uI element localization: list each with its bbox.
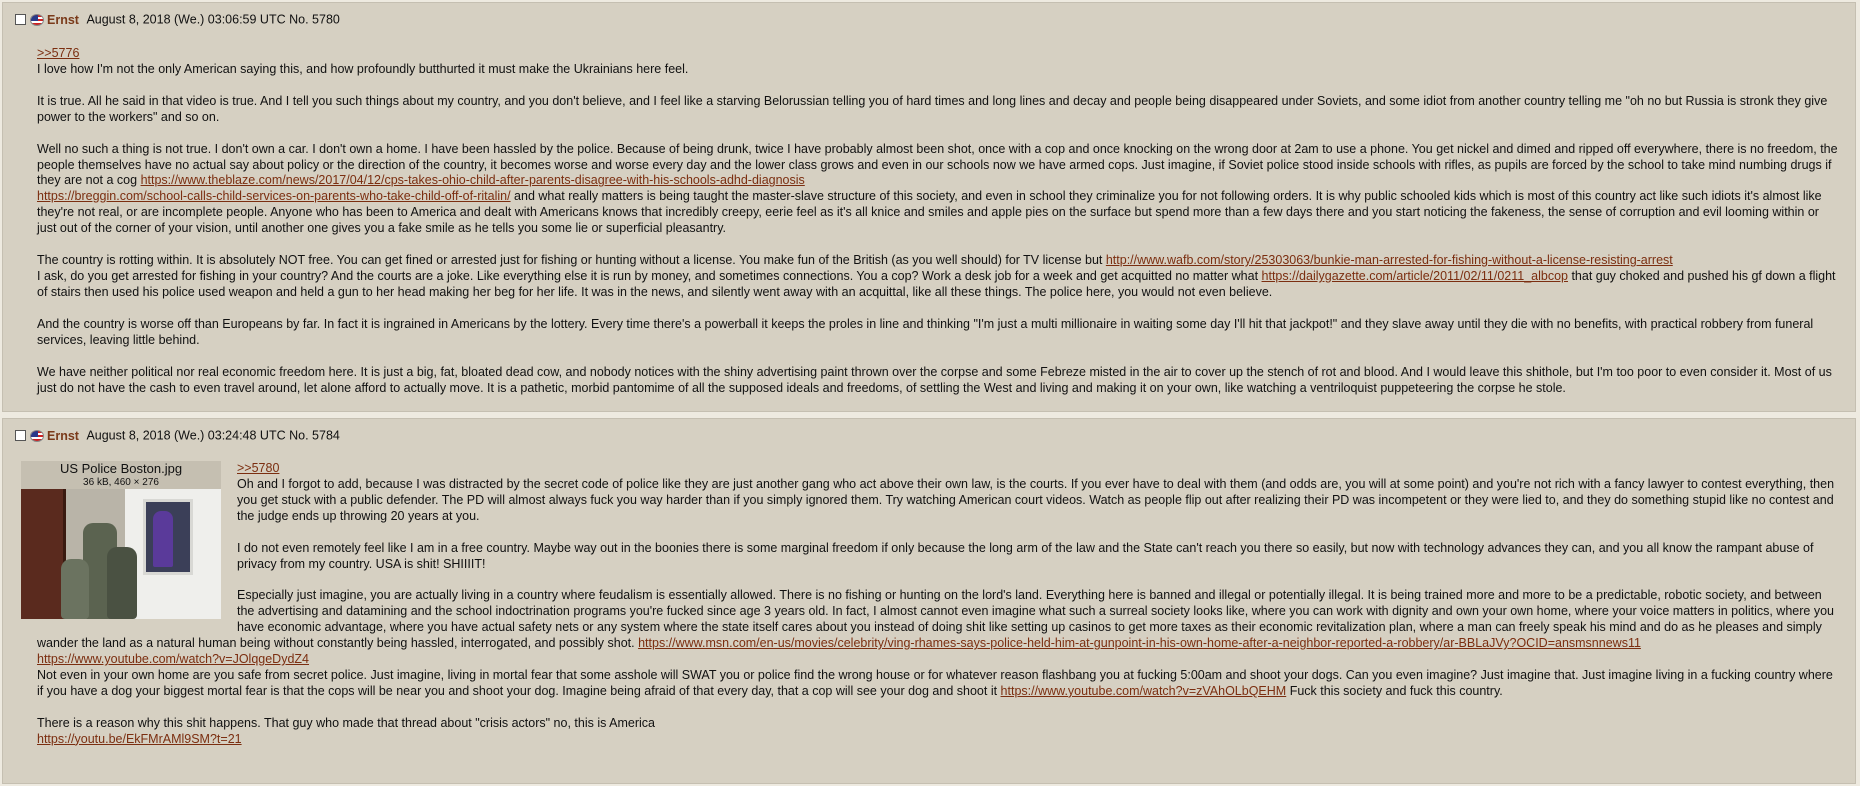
poster-name: Ernst: [47, 12, 79, 27]
post-datetime: August 8, 2018 (We.) 03:24:48 UTC: [86, 428, 286, 443]
external-link[interactable]: http://www.wafb.com/story/25303063/bunkie-man-arrested-for-fishing-without-a-license-resisting-arrest: [1105, 253, 1673, 268]
post-text: I love how I'm not the only American saying this, and how profoundly butthurted it must make the Ukrainians here feel.: [37, 61, 689, 76]
post-header: [15, 427, 340, 443]
post-text: that guy choked and pushed his gf down a flight of stairs then used his police used weapon and held a gun to her head making her beg for her life. It was in the news, and silently went away with an acquittal, like all these things. The police here, you would not even believe.: [37, 268, 1836, 299]
file-meta: 36 kB, 460 × 276: [21, 477, 221, 489]
post-text: We have neither political nor real economic freedom here. It is just a big, fat, bloated dead cow, and nobody notices with the shiny advertising paint thrown over the corpse and some Febreze misted in the air to cover up the stench of rot and blood. And I would leave this shithole, but I'm too poor to even consider it. Most of us just do not have the cash to even travel around, let alone afford to actually move. It is a pathetic, morbid pantomime of all the supposed ideals and freedoms, of settling the West and living and making it on your own, like watching a ventriloquist puppeteering the corpse he stole.: [37, 364, 1832, 395]
external-link[interactable]: https://www.youtube.com/watch?v=zVAhOLbQEHM: [1000, 683, 1287, 698]
poster-name: Ernst: [47, 428, 79, 443]
post-header: [15, 11, 340, 27]
post-text: I do not even remotely feel like I am in a free country. Maybe way out in the boonies there is some marginal freedom if only because the long arm of the law and the State can't reach you there so easily, but now with technology advances they can, and you all know the rampant abuse of privacy from my country. USA is shit! SHIIIIT!: [237, 540, 1814, 571]
post-text: There is a reason why this shit happens. That guy who made that thread about "crisis actors" no, this is America: [37, 715, 655, 730]
file-name[interactable]: US Police Boston.jpg: [21, 461, 221, 477]
post-datetime: August 8, 2018 (We.) 03:06:59 UTC: [86, 12, 286, 27]
attachment: [21, 461, 221, 619]
attachment-thumbnail[interactable]: [21, 489, 221, 619]
select-checkbox[interactable]: [15, 14, 26, 25]
post-text: I ask, do you get arrested for fishing in your country? And the courts are a joke. Like everything else it is run by money, and sometimes connections. You a cop? Work a desk job for a week and get acquitted no matter what: [37, 268, 1262, 283]
select-checkbox[interactable]: [15, 430, 26, 441]
thumb-officer-shape: [61, 559, 89, 619]
post-text: And the country is worse off than Europeans by far. In fact it is ingrained in Americans by the lottery. Every time there's a powerball it keeps the proles in line and thinking "I'm just a multi millionaire in waiting some day I'll hit that jackpot!" and they slave away until they die with no benefits, with practical robbery from funeral services, leaving little behind.: [37, 316, 1814, 347]
post-text: Oh and I forgot to add, because I was distracted by the secret code of police like they are just another gang who act above their own law, is the courts. If you ever have to deal with them (and odds are, you will at some point) and you're not rich with a fancy lawyer to contest everything, then you get stuck with a public defender. The PD will almost always fuck you way harder than if you simply ignored them. Try watching American court videos. Watch as people flip out after realizing their PD was incompetent or they were lied to, and they do something stupid like no contest and the judge ends up throwing 20 years at you.: [237, 476, 1835, 523]
post-text: It is true. All he said in that video is true. And I tell you such things about my country, and you don't believe, and I feel like a starving Belorussian telling you of hard times and long lines and decay and people being disappeared under Soviets, and some idiot from another country telling me "oh no but Russia is stronk they give power to the workers" and so on.: [37, 93, 1828, 124]
external-link[interactable]: https://dailygazette.com/article/2011/02/11/0211_albcop: [1261, 268, 1568, 283]
quote-link[interactable]: >>5776: [37, 46, 80, 60]
post-text: The country is rotting within. It is absolutely NOT free. You can get fined or arrested just for fishing or hunting without a license. You make fun of the British (as you well should) for TV license but: [37, 253, 1106, 268]
external-link[interactable]: https://www.youtube.com/watch?v=JOlqgeDydZ4: [37, 652, 310, 667]
us-flag-icon: [30, 14, 44, 26]
post-5784: [2, 418, 1856, 784]
post-text: Fuck this society and fuck this country.: [1286, 683, 1503, 698]
post-body: [37, 461, 1841, 748]
post-text: Not even in your own home are you safe from secret police. Just imagine, living in mortal fear that some asshole will SWAT you or police find the wrong house or for whatever reason flashbang you at fucking 5:00am and shoot your dogs. Can you even imagine? Just imagine that. Just imagine living in a fucking country where if you have a dog your biggest mortal fear is that the cops will be near you and shoot your dog. Imagine being afraid of that every day, that a cop will see your dog and shoot it: [37, 667, 1833, 698]
post-5780: [2, 2, 1856, 412]
post-number[interactable]: No. 5780: [289, 12, 340, 27]
post-body: [37, 46, 1841, 396]
external-link[interactable]: https://youtu.be/EkFMrAMl9SM?t=21: [37, 731, 242, 746]
quote-link[interactable]: >>5780: [237, 461, 280, 475]
external-link[interactable]: https://breggin.com/school-calls-child-services-on-parents-who-take-child-off-of-ritalin/: [37, 189, 511, 204]
thumb-officer-shape: [107, 547, 137, 619]
thumb-person-shape: [153, 511, 173, 567]
post-number[interactable]: No. 5784: [289, 428, 340, 443]
post-text: and what really matters is being taught the master-slave structure of this society, and even in school they criminalize you for not following orders. It is why public schooled kids which is most of this country act like such idiots it's almost like they're not real, or are incomplete people. Anyone who has been to America and dealt with Americans knows that incredibly creepy, eerie feel as it's all knice and smiles and apple pies on the surface but spend more than a few days there and you start noticing the fakeness, the sense of corruption and evil looming within or just out of the corner of your vision, until another one gives you a fake smile as he tells you some lie or superficial pleasantry.: [37, 189, 1822, 236]
external-link[interactable]: https://www.theblaze.com/news/2017/04/12/cps-takes-ohio-child-after-parents-disagree-with-his-schools-adhd-diagnosis: [140, 173, 805, 188]
thumb-door-shape: [21, 489, 66, 619]
post-text: Well no such a thing is not true. I don't own a car. I don't own a home. I have been hassled by the police. Because of being drunk, twice I have probably almost been shot, once with a cop and once knocking on the wrong door at 2am to use a phone. You get nickel and dimed and ripped off everywhere, there is no freedom, the people themselves have no actual say about policy or the direction of the country, it becomes worse and worse every day and the lower class grows and even in our schools now we have armed cops. Just imagine, if Soviet police stood inside schools with rifles, as pupils are forced by the school to take mind numbing drugs if they are not a cog: [37, 141, 1838, 188]
external-link[interactable]: https://www.msn.com/en-us/movies/celebrity/ving-rhames-says-police-held-him-at-gunpoint-in-his-own-home-after-a-neighbor-reported-a-robbery/ar-BBLaJVy?OCID=ansmsnnews11: [638, 636, 1641, 651]
post-text: Especially just imagine, you are actually living in a country where feudalism is essentially allowed. There is no fishing or hunting on the lord's land. Everything here is banned and illegal or potentially illegal. It is being trained more and more to be a predictable, robotic society, and between the advertising and datamining and the school indoctrination programs you're fucked since age 3 years old. In fact, I almost cannot even imagine what such a surreal society looks like, where you can work with dignity and own your own home, where your voice matters in politics, where you have economic advantage, where you have actual safety nets or any system where the state itself cares about you instead of doing shit like setting up casinos to get more taxes as their economic revitalization plan, where a man can freely speak his mind and do as he pleases and simply wander the land as a natural human being without constantly being hassled, interrogated, and possibly shot.: [37, 588, 1834, 651]
us-flag-icon: [30, 430, 44, 442]
